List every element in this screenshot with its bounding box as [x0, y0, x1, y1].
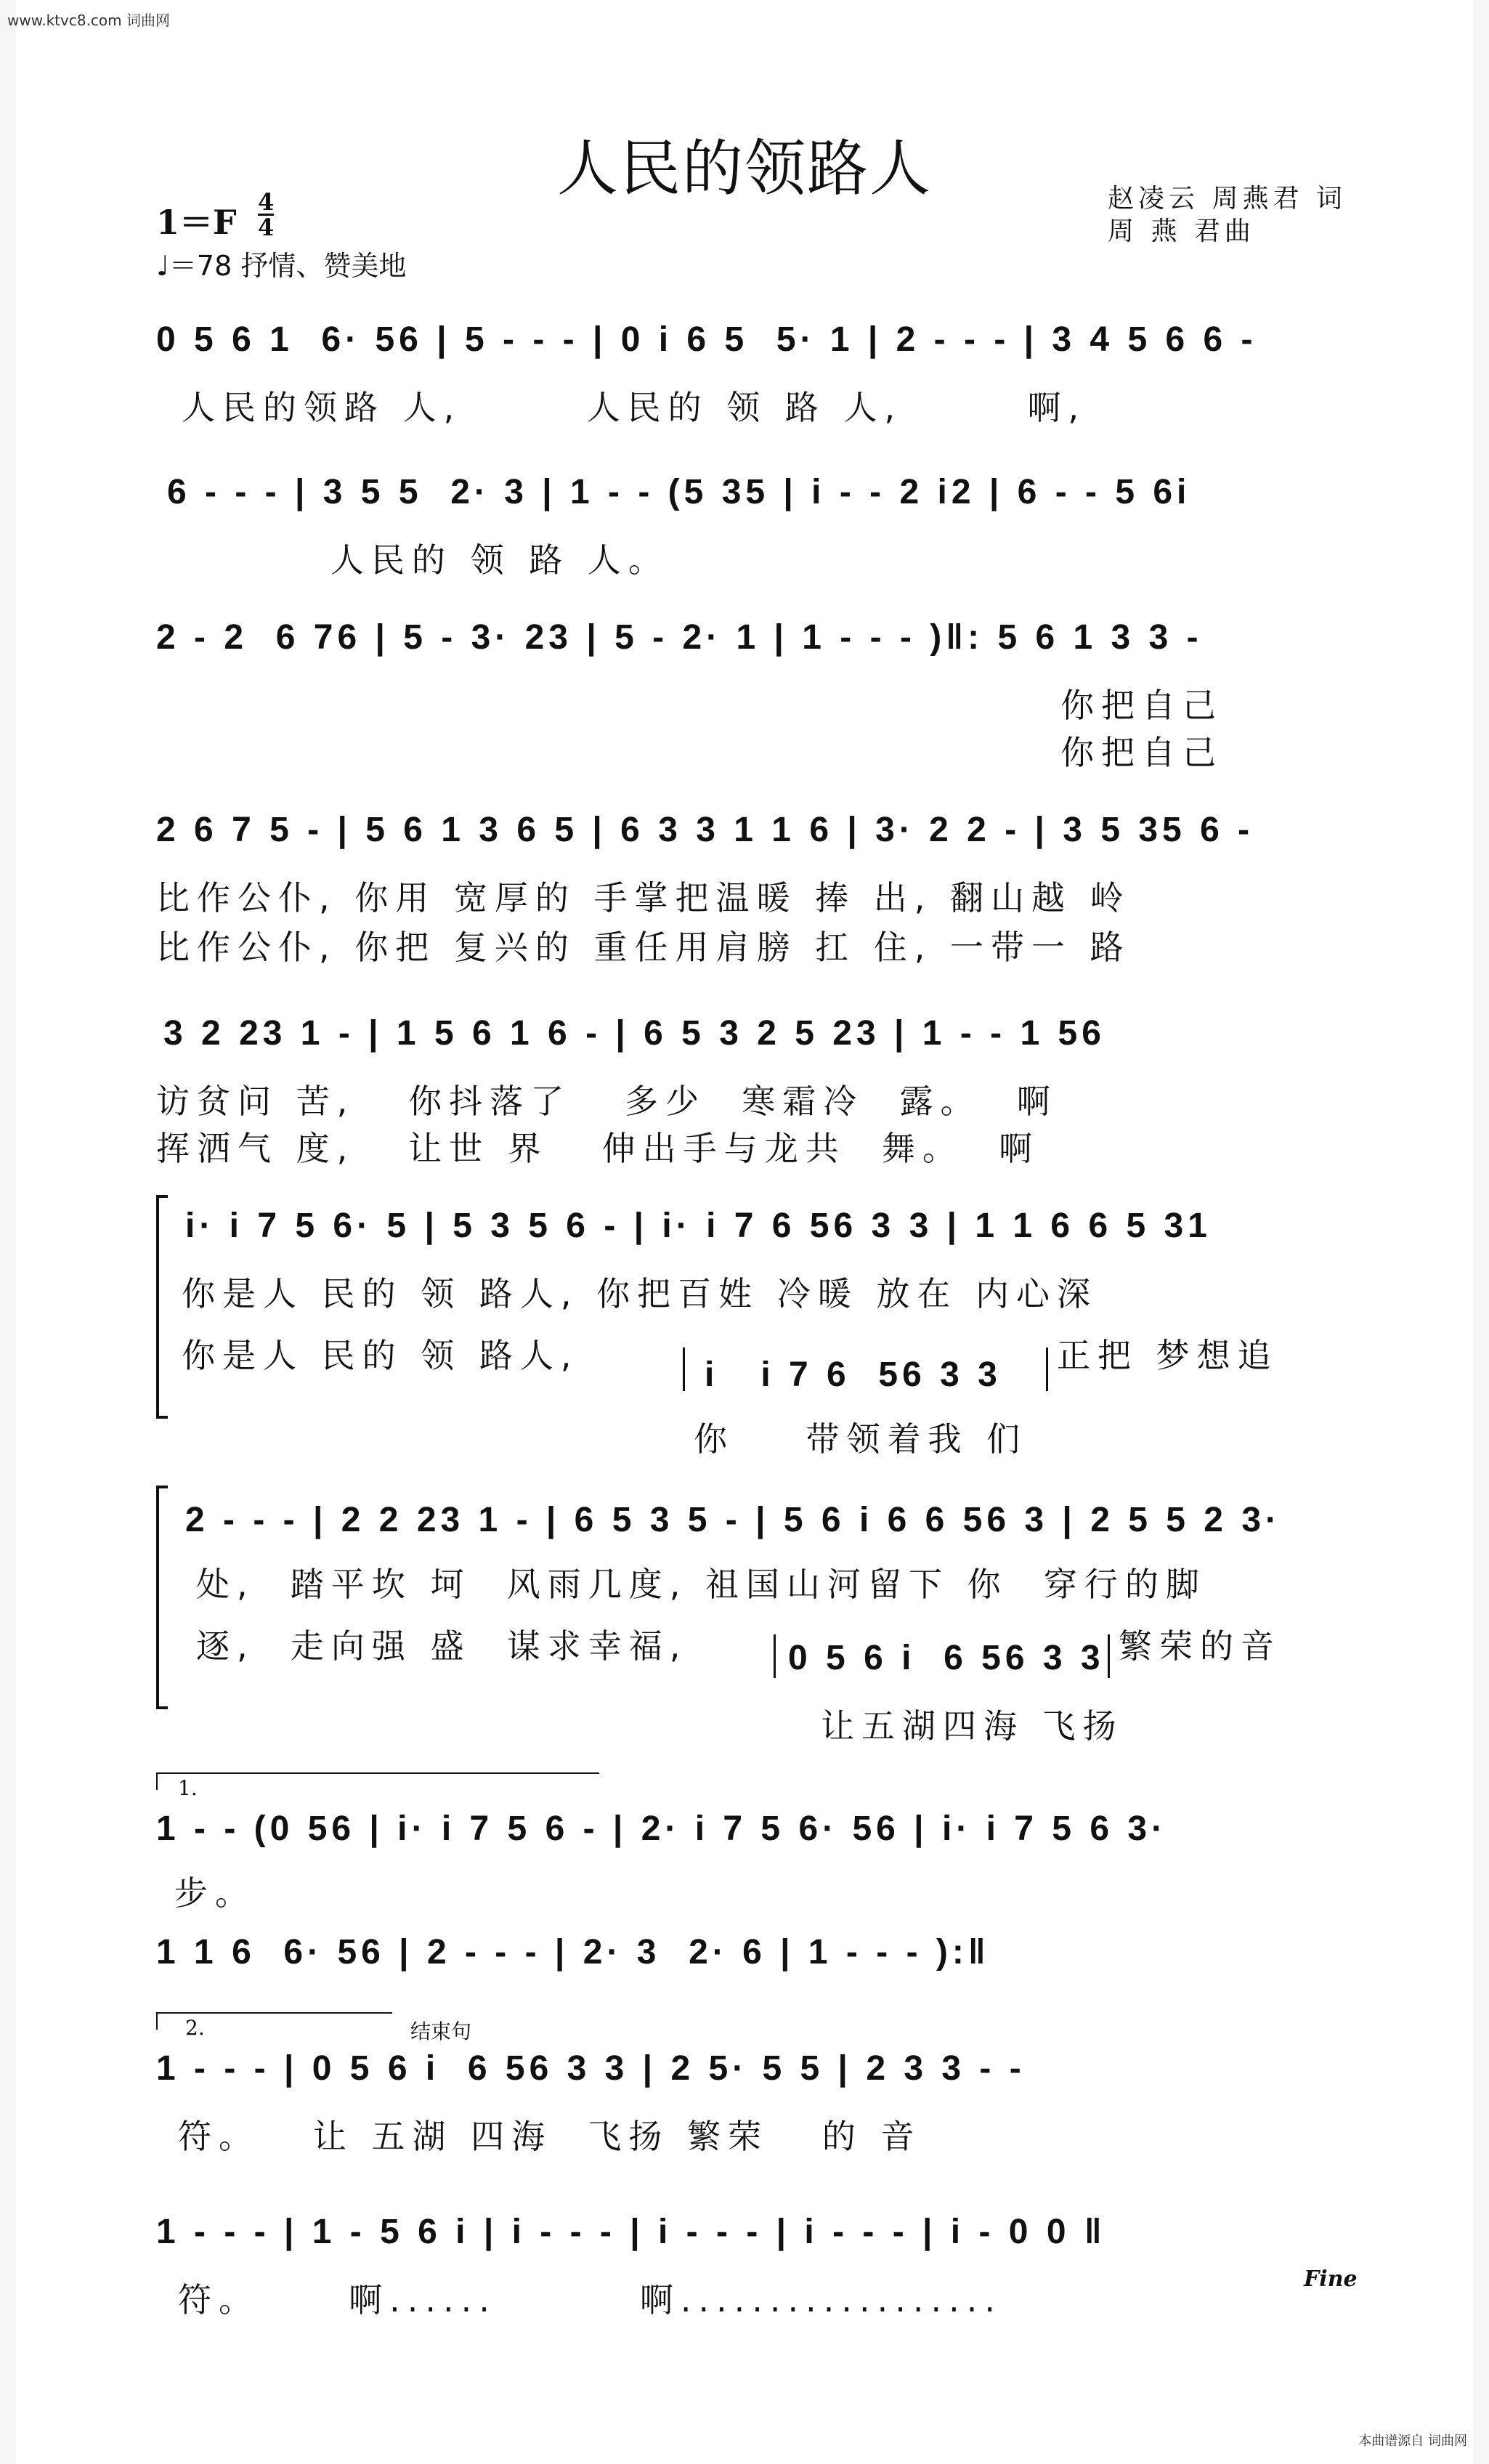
notation-line-9: 1 1 6 6· 56 | 2 - - - | 2· 3 2· 6 | 1 - - - ):‖: [156, 1933, 990, 1971]
song-title: 人民的领路人: [556, 133, 932, 204]
lyricist-credit: 赵凌云 周燕君 词: [1108, 184, 1347, 214]
barline: [774, 1634, 776, 1678]
notation-line-11: 1 - - - | 1 - 5 6 i | i - - - | i - - - | i - - - | i - 0 0 ‖: [156, 2213, 1106, 2251]
lyrics-line-4b: 比作公仆, 你把 复兴的 重任用肩膀 扛 住, 一带一 路: [156, 928, 1131, 967]
brace-line-6: [156, 1195, 168, 1419]
volta-2-tick: [156, 2012, 158, 2030]
lyrics-line-6c: 正把 梦想追: [1057, 1336, 1278, 1375]
fine-marking: Fine: [1304, 2266, 1358, 2292]
notation-line-1: 0 5 6 1 6· 56 | 5 - - - | 0 i 6 5 5· 1 | 2 - - - | 3 4 5 6 6 -: [156, 320, 1257, 359]
lyrics-line-5b: 挥洒气 度, 让世 界 伸出手与龙共 舞。 啊: [156, 1129, 1040, 1168]
notation-line-3: 2 - 2 6 76 | 5 - 3· 23 | 5 - 2· 1 | 1 - - - )‖: 5 6 1 3 3 -: [156, 618, 1203, 657]
time-signature: [258, 190, 274, 239]
lyrics-line-3b: 你把自己: [1060, 733, 1223, 772]
volta-1-line: [156, 1772, 599, 1774]
barline: [1108, 1634, 1110, 1678]
lyrics-line-6-alt: 你 带领着我 们: [694, 1419, 1028, 1459]
volta-2-label: 2.: [185, 2016, 205, 2040]
notation-line-6: i· i 7 5 6· 5 | 5 3 5 6 - | i· i 7 6 56 3 3 | 1 1 6 6 5 31: [185, 1207, 1212, 1245]
site-footer: 本曲谱源自 词曲网: [1358, 2433, 1467, 2449]
notation-line-7-alt: 0 5 6 i 6 56 3 3: [788, 1639, 1105, 1677]
lyrics-line-7-alt: 让五湖四海 飞扬: [821, 1706, 1124, 1746]
lyrics-line-6b: 你是人 民的 领 路人,: [182, 1336, 579, 1375]
ending-phrase-label: 结束句: [410, 2019, 472, 2043]
lyrics-line-1: 人民的领路 人, 人民的 领 路 人, 啊,: [182, 388, 1087, 427]
lyrics-line-7a: 处, 踏平坎 坷 风雨几度, 祖国山河留下 你 穿行的脚: [196, 1565, 1206, 1604]
lyrics-line-5a: 访贫问 苦, 你抖落了 多少 寒霜冷 露。 啊: [156, 1082, 1058, 1121]
notation-line-10: 1 - - - | 0 5 6 i 6 56 3 3 | 2 5· 5 5 | 2 3 3 - -: [156, 2049, 1026, 2088]
barline: [683, 1348, 685, 1391]
time-signature-top: 4: [258, 188, 275, 216]
key-signature: 1＝F: [156, 203, 237, 242]
right-margin-strip: [1473, 0, 1489, 2464]
volta-1-label: 1.: [178, 1776, 198, 1800]
notation-line-7: 2 - - - | 2 2 23 1 - | 6 5 3 5 - | 5 6 i 6 6 56 3 | 2 5 5 2 3·: [185, 1501, 1281, 1539]
lyrics-line-8: 步。: [174, 1873, 256, 1913]
composer-credit: 周 燕 君曲: [1108, 216, 1255, 246]
lyrics-line-2: 人民的 领 路 人。: [330, 540, 669, 580]
lyrics-line-4a: 比作公仆, 你用 宽厚的 手掌把温暖 捧 出, 翻山越 岭: [156, 878, 1131, 917]
lyrics-line-10: 符。 让 五湖 四海 飞扬 繁荣 的 音: [178, 2117, 922, 2156]
time-signature-bottom: 4: [258, 214, 275, 241]
notation-line-5: 3 2 23 1 - | 1 5 6 1 6 - | 6 5 3 2 5 23 | 1 - - 1 56: [163, 1014, 1105, 1053]
lyrics-line-7b: 逐, 走向强 盛 谋求幸福,: [196, 1626, 688, 1666]
notation-line-6-alt: i i 7 6 56 3 3: [705, 1355, 1002, 1394]
lyrics-line-7c: 繁荣的音: [1119, 1626, 1281, 1666]
lyrics-line-11: 符。 啊...... 啊..................: [178, 2280, 1003, 2319]
left-margin-strip: [0, 0, 16, 2464]
tempo-marking: ♩＝78 抒情、赞美地: [156, 250, 407, 282]
site-header: www.ktvc8.com 词曲网: [7, 12, 171, 29]
lyrics-line-3a: 你把自己: [1060, 686, 1223, 725]
volta-1-tick: [156, 1772, 158, 1790]
barline: [1046, 1348, 1048, 1391]
notation-line-4: 2 6 7 5 - | 5 6 1 3 6 5 | 6 3 3 1 1 6 | 3· 2 2 - | 3 5 35 6 -: [156, 811, 1254, 849]
lyrics-line-6a: 你是人 民的 领 路人, 你把百姓 冷暖 放在 内心深: [182, 1274, 1098, 1313]
notation-line-2: 6 - - - | 3 5 5 2· 3 | 1 - - (5 35 | i - - 2 i2 | 6 - - 5 6i: [167, 473, 1191, 511]
volta-2-line: [156, 2012, 392, 2014]
notation-line-8: 1 - - (0 56 | i· i 7 5 6 - | 2· i 7 5 6· 56 | i· i 7 5 6 3·: [156, 1809, 1168, 1848]
brace-line-7: [156, 1486, 168, 1709]
